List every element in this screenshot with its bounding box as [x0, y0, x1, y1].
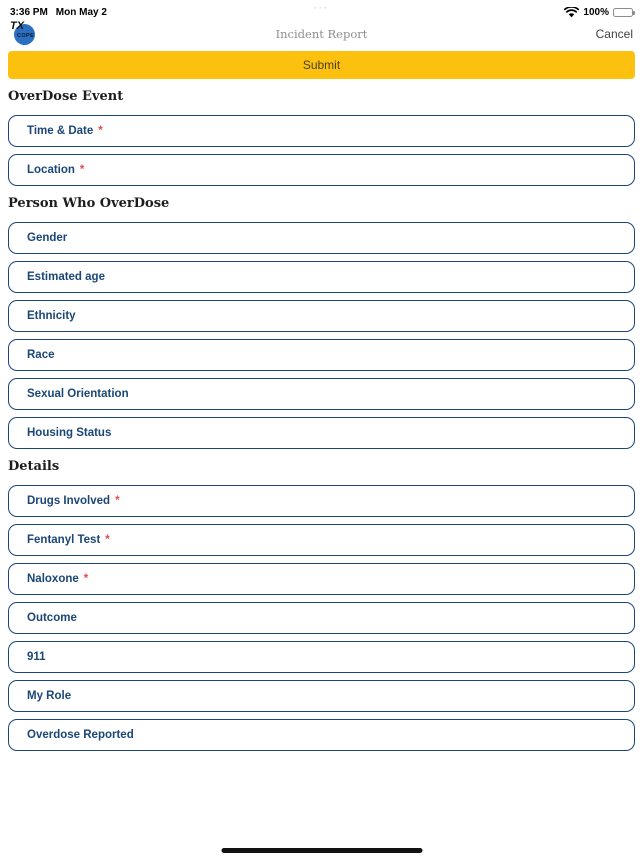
field-911[interactable]: [8, 641, 635, 673]
header: [0, 20, 643, 48]
logo-text-tx: TX: [10, 20, 25, 32]
cancel-button[interactable]: Cancel: [595, 27, 633, 41]
field-estimated-age[interactable]: [8, 261, 635, 293]
wifi-icon: [564, 7, 579, 18]
field-label: Race: [27, 349, 55, 361]
app-logo: [10, 21, 40, 47]
field-label: Estimated age: [27, 271, 105, 283]
page-title: Incident Report: [275, 27, 368, 41]
required-marker: *: [115, 495, 120, 507]
field-label: Time & Date: [27, 125, 94, 137]
status-right: [564, 7, 633, 18]
field-outcome[interactable]: [8, 602, 635, 634]
section-title-person-who-overdose: Person Who OverDose: [8, 196, 170, 211]
field-label: Sexual Orientation: [27, 388, 129, 400]
field-label: 911: [27, 651, 46, 663]
section-title-overdose-event: OverDose Event: [8, 89, 124, 104]
field-drugs-involved[interactable]: [8, 485, 635, 517]
field-my-role[interactable]: [8, 680, 635, 712]
battery-icon: [613, 8, 633, 17]
field-label: My Role: [27, 690, 72, 702]
field-label: Fentanyl Test: [27, 534, 101, 546]
required-marker: *: [79, 164, 85, 176]
field-ethnicity[interactable]: [8, 300, 635, 332]
field-label: Outcome: [27, 612, 77, 624]
section-title-details: Details: [8, 459, 60, 474]
field-label: Drugs Involved: [27, 495, 111, 507]
status-left: [10, 7, 107, 18]
field-label: Overdose Reported: [27, 729, 134, 741]
required-marker: *: [98, 125, 103, 137]
field-time-and-date[interactable]: [8, 115, 635, 147]
field-fentanyl-test[interactable]: [8, 524, 635, 556]
field-race[interactable]: [8, 339, 635, 371]
field-naloxone[interactable]: [8, 563, 635, 595]
status-time: 3:36 PM: [10, 6, 48, 18]
home-indicator[interactable]: [221, 848, 422, 853]
status-date: Mon May 2: [55, 6, 107, 18]
field-label: Gender: [27, 232, 68, 244]
field-sexual-orientation[interactable]: [8, 378, 635, 410]
field-overdose-reported[interactable]: [8, 719, 635, 751]
field-gender[interactable]: [8, 222, 635, 254]
required-marker: *: [105, 534, 110, 546]
incident-report-form: [0, 51, 643, 751]
submit-button[interactable]: Submit: [8, 51, 635, 79]
field-label: Location: [27, 164, 75, 176]
field-label: Naloxone: [27, 573, 79, 585]
logo-text-cope: COPE: [17, 33, 35, 39]
multitasking-dots-icon: ···: [314, 3, 329, 13]
required-marker: *: [83, 573, 89, 585]
field-housing-status[interactable]: [8, 417, 635, 449]
field-label: Housing Status: [27, 427, 112, 439]
field-label: Ethnicity: [27, 310, 76, 322]
battery-percent: 100%: [583, 6, 609, 18]
field-location[interactable]: [8, 154, 635, 186]
